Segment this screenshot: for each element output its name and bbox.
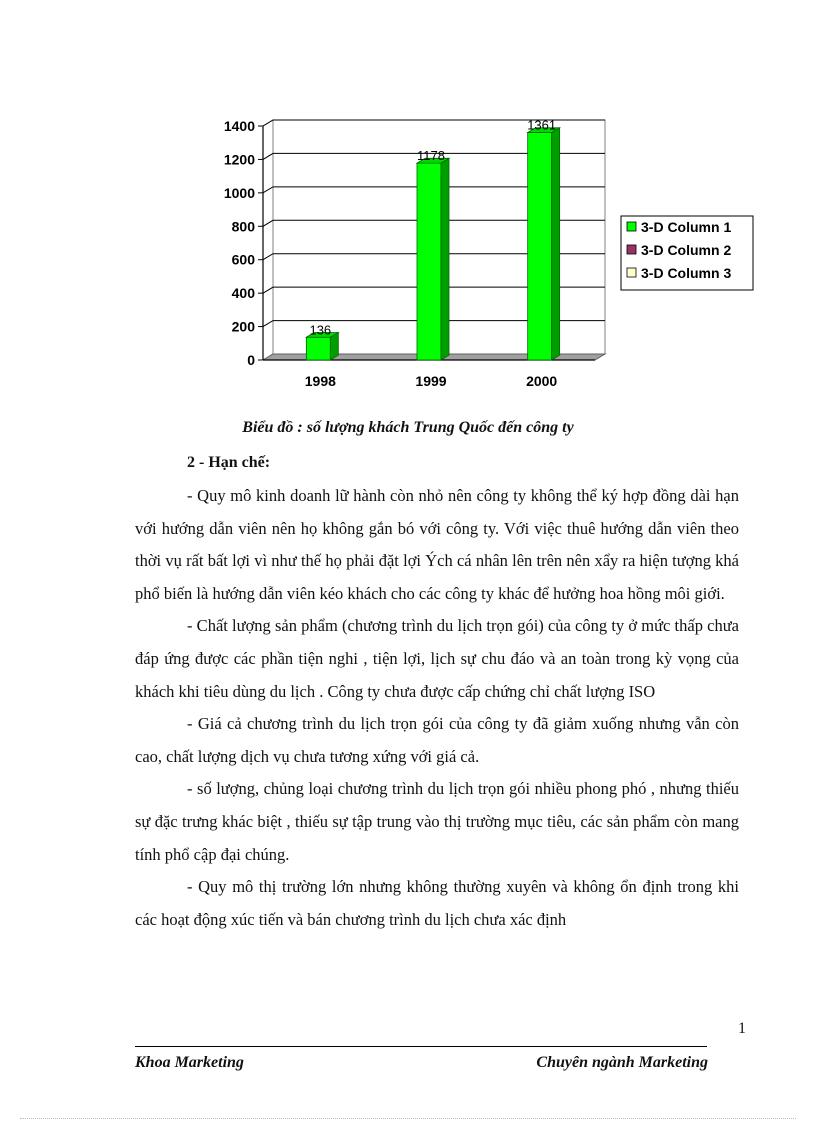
x-category-label: 1999 bbox=[415, 373, 447, 389]
bar-front bbox=[528, 133, 552, 360]
y-tick-label: 400 bbox=[231, 285, 255, 302]
legend-label: 3-D Column 2 bbox=[641, 242, 732, 258]
page-number: 1 bbox=[738, 1020, 746, 1037]
paragraph-5: - Quy mô thị trường lớn nhưng không thường xuyên và không ổn định trong khi các hoạt động xúc tiến và bán chương trình du lịch chưa xác định bbox=[135, 877, 739, 929]
y-tick-label: 1200 bbox=[223, 151, 255, 168]
paragraph-1: - Quy mô kinh doanh lữ hành còn nhỏ nên công ty không thể ký hợp đồng dài hạn với hướng dẫn viên nên họ không gắn bó với công ty. Với việc thuê hướng dẫn viên theo thời vụ rất bất lợi vì như thế họ phải đặt lợi Ých cá nhân lên trên nên xẩy ra hiện tượng khá phổ biến là hướng dẫn viên kéo khách cho các công ty khác để hưởng hoa hồng môi giới. bbox=[135, 486, 739, 603]
body-text bbox=[135, 480, 739, 936]
bar-front bbox=[306, 337, 330, 360]
page-edge-divider bbox=[20, 1118, 796, 1119]
chart-caption: Biểu đồ : số lượng khách Trung Quốc đến công ty bbox=[242, 419, 574, 436]
bar-data-label: 136 bbox=[309, 322, 332, 338]
y-tick-label: 0 bbox=[247, 352, 255, 368]
legend-swatch bbox=[627, 268, 636, 277]
bar-side bbox=[552, 128, 560, 360]
legend-swatch bbox=[627, 245, 636, 254]
footer-divider bbox=[135, 1046, 707, 1047]
chart-svg bbox=[205, 112, 765, 397]
legend-label: 3-D Column 3 bbox=[641, 265, 732, 281]
section-heading: 2 - Hạn chế: bbox=[187, 454, 271, 471]
footer-left: Khoa Marketing bbox=[135, 1054, 244, 1071]
legend-label: 3-D Column 1 bbox=[641, 219, 732, 235]
paragraph-4: - số lượng, chủng loại chương trình du lịch trọn gói nhiều phong phó , nhưng thiếu sự đặc trưng khác biệt , thiếu sự tập trung vào thị trường mục tiêu, các sản phẩm còn mang tính phổ cập đại chúng. bbox=[135, 779, 739, 864]
bar-data-label: 1361 bbox=[527, 117, 557, 133]
paragraph-2: - Chất lượng sản phẩm (chương trình du lịch trọn gói) của công ty ở mức thấp chưa đáp ứng được các phần tiện nghi , tiện lợi, lịch sự chu đáo và an toàn trong kỳ vọng của khách khi tiêu dùng du lịch . Công ty chưa được cấp chứng chỉ chất lượng ISO bbox=[135, 616, 739, 701]
paragraph-3: - Giá cả chương trình du lịch trọn gói của công ty đã giảm xuống nhưng vẫn còn cao, chất lượng dịch vụ chưa tương xứng với giá cả. bbox=[135, 714, 739, 766]
x-category-label: 1998 bbox=[304, 373, 336, 389]
y-tick-label: 1000 bbox=[223, 184, 255, 201]
y-tick-label: 600 bbox=[231, 251, 255, 268]
x-category-label: 2000 bbox=[526, 373, 558, 389]
bar-side bbox=[441, 158, 449, 360]
visitor-bar-chart bbox=[205, 112, 765, 397]
bar-data-label: 1178 bbox=[417, 148, 445, 164]
y-tick-label: 800 bbox=[231, 218, 255, 235]
footer-right: Chuyên ngành Marketing bbox=[536, 1054, 708, 1071]
y-tick-label: 1400 bbox=[223, 118, 255, 134]
legend-swatch bbox=[627, 222, 636, 231]
y-tick-label: 200 bbox=[231, 318, 255, 335]
bar-front bbox=[417, 163, 441, 360]
